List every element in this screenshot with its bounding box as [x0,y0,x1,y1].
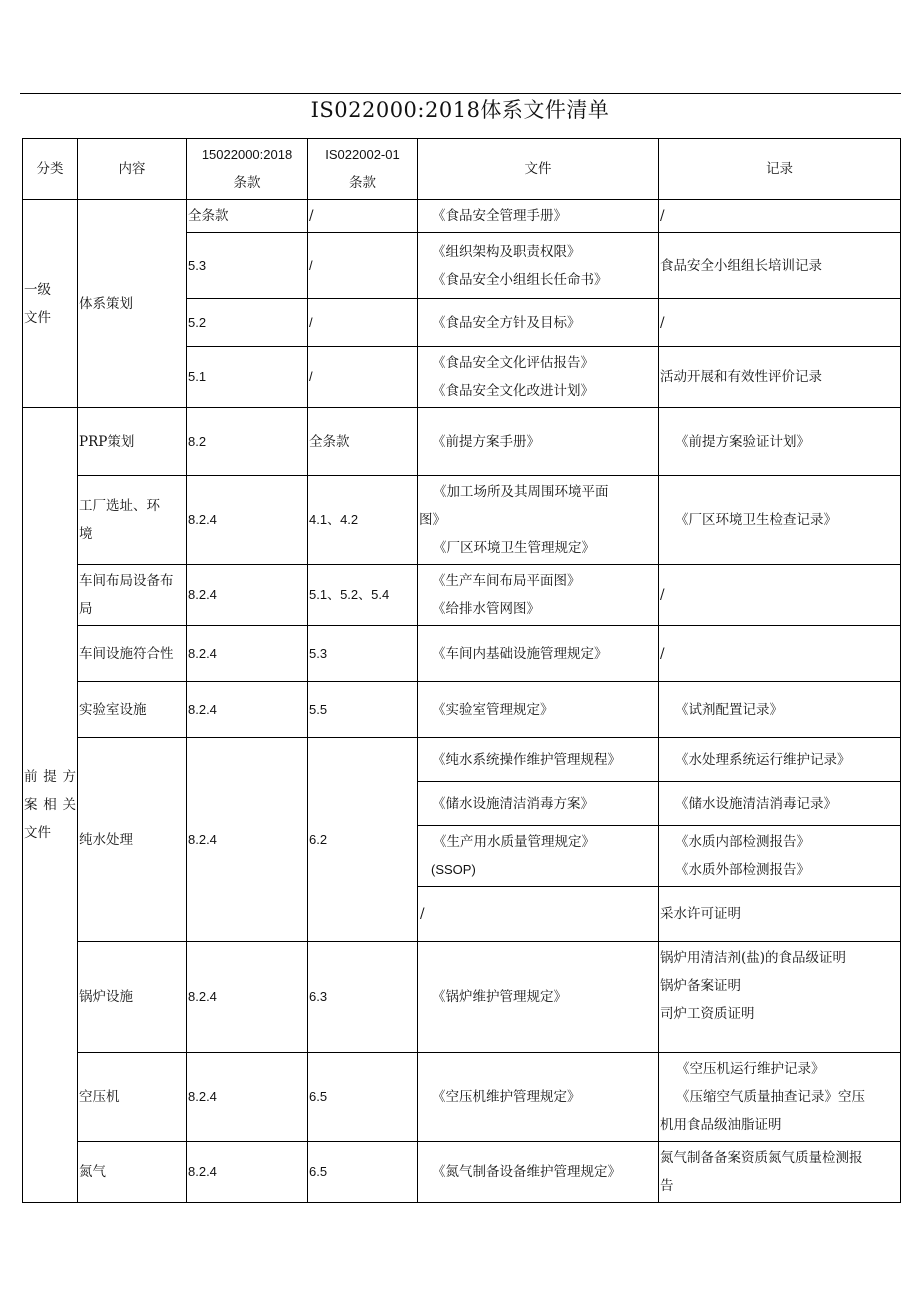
record-cell: 《试剂配置记录》 [659,682,901,738]
section1-content: 体系策划 [78,200,187,408]
header-document: 文件 [418,139,659,200]
content-cell: 氮气 [78,1142,187,1203]
content-cell: 车间设施符合性 [78,626,187,682]
document-cell: 《储水设施清洁消毒方案》 [418,782,659,826]
record-cell: / [659,299,901,347]
clause-cell: 5.2 [187,299,308,347]
content-cell: 空压机 [78,1053,187,1142]
record-cell: 采水许可证明 [659,887,901,942]
clause2-cell: / [308,233,418,299]
clause-cell: 全条款 [187,200,308,233]
clause2-cell: 6.5 [308,1142,418,1203]
content-cell: 锅炉设施 [78,942,187,1053]
document-cell: 《生产用水质量管理规定》 (SSOP) [418,826,659,887]
header-row [23,139,901,200]
record-cell: / [659,565,901,626]
table-row [23,1053,901,1142]
record-cell: 《水处理系统运行维护记录》 [659,738,901,782]
clause-cell: 8.2.4 [187,626,308,682]
content-cell: 纯水处理 [78,738,187,942]
clause-cell: 5.3 [187,233,308,299]
page-title: IS022000:2018体系文件清单 [310,98,610,122]
header-record: 记录 [659,139,901,200]
record-cell: 《水质内部检测报告》 《水质外部检测报告》 [659,826,901,887]
clause-cell: 8.2.4 [187,738,308,942]
document-cell: 《生产车间布局平面图》 《给排水管网图》 [418,565,659,626]
section1-category: 一级 文件 [23,200,78,408]
document-cell: 《加工场所及其周围环境平面 图》 《厂区环境卫生管理规定》 [418,476,659,565]
clause2-cell: / [308,200,418,233]
table-row [23,626,901,682]
clause2-cell: 全条款 [308,408,418,476]
clause2-cell: 4.1、4.2 [308,476,418,565]
clause2-cell: / [308,299,418,347]
header-iso22002: IS022002-01 条款 [308,139,418,200]
record-cell: 《空压机运行维护记录》 《压缩空气质量抽查记录》空压 机用食品级油脂证明 [659,1053,901,1142]
document-cell: 《食品安全管理手册》 [418,200,659,233]
content-cell: 车间布局设备布 局 [78,565,187,626]
document-cell: 《纯水系统操作维护管理规程》 [418,738,659,782]
table-row [23,200,901,233]
record-cell: 锅炉用清洁剂(盐)的食品级证明 锅炉备案证明 司炉工资质证明 [659,942,901,1053]
clause-cell: 5.1 [187,347,308,408]
record-cell: / [659,200,901,233]
document-cell: 《锅炉维护管理规定》 [418,942,659,1053]
table-row [23,408,901,476]
clause-cell: 8.2.4 [187,682,308,738]
top-rule [20,93,901,94]
table-row [23,738,901,782]
record-cell: / [659,626,901,682]
clause2-cell: 5.5 [308,682,418,738]
record-cell: 食品安全小组组长培训记录 [659,233,901,299]
document-cell: 《空压机维护管理规定》 [418,1053,659,1142]
table-row [23,1142,901,1203]
record-cell: 《前提方案验证计划》 [659,408,901,476]
document-cell: 《食品安全方针及目标》 [418,299,659,347]
clause-cell: 8.2.4 [187,1053,308,1142]
document-cell: 《组织架构及职责权限》 《食品安全小组组长任命书》 [418,233,659,299]
header-content: 内容 [78,139,187,200]
document-cell: 《实验室管理规定》 [418,682,659,738]
record-cell: 氮气制备备案资质氮气质量检测报 告 [659,1142,901,1203]
table-row [23,476,901,565]
document-list-table [22,138,901,1203]
record-cell: 《储水设施清洁消毒记录》 [659,782,901,826]
clause-cell: 8.2 [187,408,308,476]
document-cell: / [418,887,659,942]
clause2-cell: / [308,347,418,408]
record-cell: 活动开展和有效性评价记录 [659,347,901,408]
clause-cell: 8.2.4 [187,476,308,565]
content-cell: PRP策划 [78,408,187,476]
clause2-cell: 5.1、5.2、5.4 [308,565,418,626]
document-cell: 《氮气制备设备维护管理规定》 [418,1142,659,1203]
header-category: 分类 [23,139,78,200]
clause2-cell: 6.3 [308,942,418,1053]
record-cell: 《厂区环境卫生检查记录》 [659,476,901,565]
table-row [23,682,901,738]
header-iso22000: 15022000:2018 条款 [187,139,308,200]
content-cell: 实验室设施 [78,682,187,738]
content-cell: 工厂选址、环 境 [78,476,187,565]
table-row [23,565,901,626]
table-row [23,942,901,1053]
document-cell: 《车间内基础设施管理规定》 [418,626,659,682]
section2-category: 前提方 案相关 文件 [23,408,78,1203]
clause-cell: 8.2.4 [187,942,308,1053]
clause2-cell: 5.3 [308,626,418,682]
clause-cell: 8.2.4 [187,1142,308,1203]
clause-cell: 8.2.4 [187,565,308,626]
clause2-cell: 6.5 [308,1053,418,1142]
document-cell: 《食品安全文化评估报告》 《食品安全文化改进计划》 [418,347,659,408]
clause2-cell: 6.2 [308,738,418,942]
document-cell: 《前提方案手册》 [418,408,659,476]
